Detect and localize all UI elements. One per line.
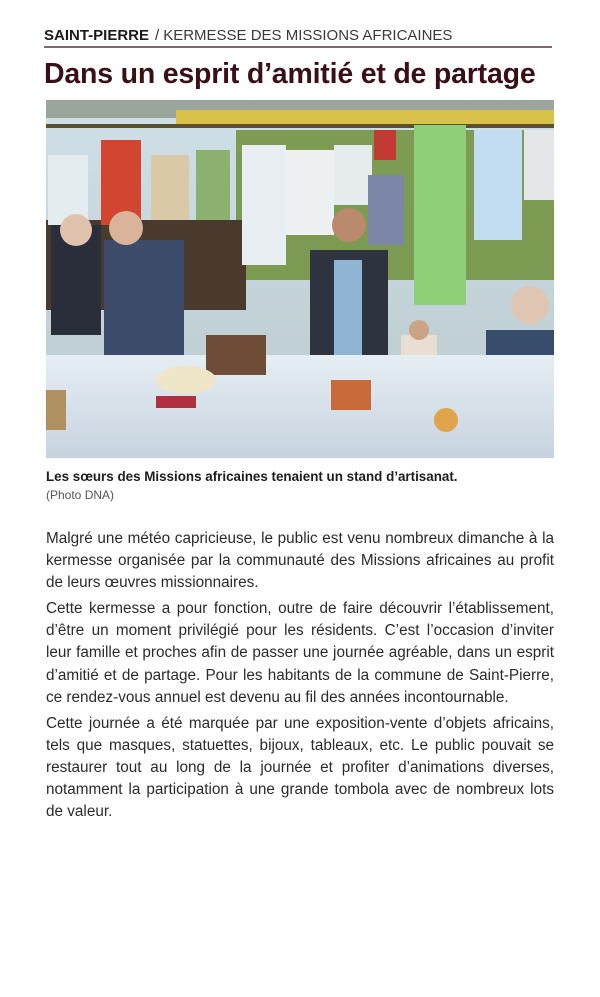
paragraph-2: Cette kermesse a pour fonction, outre de faire découvrir l’établissement, d’être un moment privilégié pour les résidents. C’est l’occasion d’inviter leur famille et proches afin de passer une journée agréable, dans un esprit d’amitié et de partage. Pour les habitants de la commune de Saint-Pierre, ce rendez-vous annuel est devenu au fil des années incontournable. xyxy=(46,600,554,706)
kicker-separator: / xyxy=(155,27,160,44)
article-kicker xyxy=(44,27,552,48)
photo-caption xyxy=(46,469,561,503)
rubric-label: KERMESSE DES MISSIONS AFRICAINES xyxy=(163,27,453,44)
article-body xyxy=(46,528,554,823)
photo-credit: (Photo DNA) xyxy=(46,488,115,502)
paragraph-3: Cette journée a été marquée par une exposition-vente d’objets africains, tels que masques, statuettes, bijoux, tableaux, etc. Le public pouvait se restaurer tout au long de la journée et profiter d’animations diverses, notamment la participation à une grande tombola avec de nombreux lots de valeur. xyxy=(46,714,554,821)
article-headline: Dans un esprit d’amitié et de partage xyxy=(44,58,536,90)
location-label: SAINT-PIERRE xyxy=(44,27,150,44)
paragraph-1: Malgré une météo capricieuse, le public est venu nombreux dimanche à la kermesse organisée par la communauté des Missions africaines au profit de leurs œuvres missionnaires. xyxy=(46,530,554,592)
caption-text: Les sœurs des Missions africaines tenaient un stand d’artisanat. xyxy=(46,469,458,484)
article-photo xyxy=(46,100,554,458)
market-stall-photo-illustration xyxy=(46,100,554,458)
